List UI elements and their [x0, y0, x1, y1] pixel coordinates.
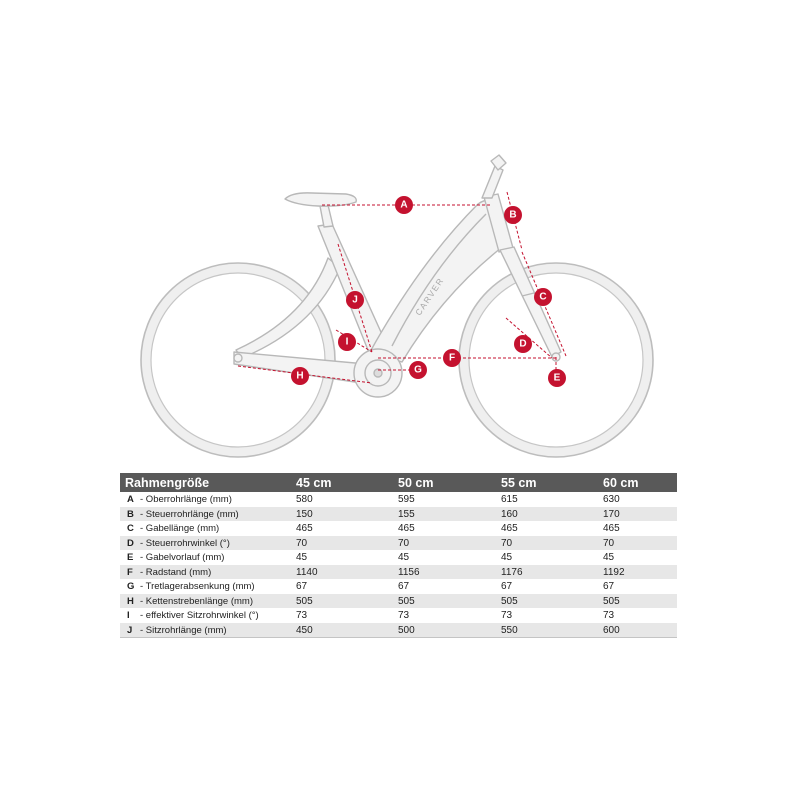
marker-j [346, 291, 364, 309]
header-size-55: 55 cm [501, 476, 537, 490]
marker-g [409, 361, 427, 379]
row-letter: G [127, 581, 135, 592]
marker-b [504, 206, 522, 224]
row-letter: I [127, 610, 130, 621]
marker-letter: B [509, 209, 517, 221]
table-row [120, 550, 677, 565]
row-letter: H [127, 595, 134, 607]
table-row [120, 565, 677, 580]
header-size-45: 45 cm [296, 476, 332, 490]
size-value: 45 [501, 552, 513, 563]
size-value: 450 [296, 624, 313, 636]
size-value: 465 [296, 523, 313, 534]
marker-letter: I [345, 336, 349, 348]
size-value: 45 [296, 552, 308, 563]
header-frame-size: Rahmengröße [125, 476, 210, 490]
row-label: - Radstand (mm) [140, 566, 212, 578]
marker-h [291, 367, 309, 385]
size-value: 170 [603, 508, 620, 520]
marker-letter: C [539, 291, 547, 303]
size-value: 160 [501, 508, 518, 520]
table-row [120, 623, 677, 638]
row-letter: B [127, 508, 134, 520]
saddle [285, 193, 356, 206]
size-value: 155 [398, 508, 415, 520]
size-value: 1176 [501, 566, 523, 578]
marker-letter: F [448, 352, 456, 364]
marker-letter: G [414, 364, 422, 376]
size-value: 600 [603, 624, 620, 636]
size-value: 67 [296, 581, 308, 592]
row-letter: J [127, 624, 133, 636]
seatpost [320, 205, 333, 227]
marker-f [443, 349, 461, 367]
row-label: - Sitzrohrlänge (mm) [140, 624, 227, 636]
row-label: - Steuerrohrwinkel (°) [140, 537, 230, 549]
size-value: 70 [296, 537, 308, 549]
table-row [120, 536, 677, 551]
handlebar [491, 155, 506, 170]
size-value: 67 [398, 581, 410, 592]
size-value: 70 [398, 537, 410, 549]
size-value: 465 [398, 523, 415, 534]
size-value: 580 [296, 494, 313, 505]
size-value: 465 [501, 523, 518, 534]
table-body [120, 492, 677, 637]
marker-c [534, 288, 552, 306]
size-value: 1140 [296, 566, 318, 578]
brand-logo: CARVER [413, 275, 446, 318]
row-letter: E [127, 552, 134, 563]
row-label: - Steuerrohrlänge (mm) [140, 508, 239, 520]
row-label: - Kettenstrebenlänge (mm) [140, 595, 253, 607]
table-row [120, 492, 677, 507]
size-value: 550 [501, 624, 518, 636]
marker-letter: A [400, 199, 408, 211]
size-value: 615 [501, 494, 518, 505]
size-value: 73 [398, 610, 410, 621]
marker-letter: H [296, 370, 304, 382]
marker-letter: E [553, 372, 561, 384]
size-value: 1156 [398, 566, 420, 578]
size-value: 505 [501, 595, 518, 607]
size-value: 505 [296, 595, 313, 607]
row-label: - Gabellänge (mm) [140, 523, 220, 534]
size-value: 505 [603, 595, 620, 607]
rear-axle [234, 354, 242, 362]
row-label: - effektiver Sitzrohrwinkel (°) [140, 610, 259, 621]
size-value: 73 [296, 610, 308, 621]
marker-i [338, 333, 356, 351]
size-value: 150 [296, 508, 313, 520]
row-label: - Oberrohrlänge (mm) [140, 494, 232, 505]
geometry-table [120, 473, 677, 638]
size-value: 505 [398, 595, 415, 607]
row-letter: A [127, 494, 134, 505]
size-value: 73 [501, 610, 513, 621]
marker-letter: J [352, 294, 358, 306]
size-value: 67 [603, 581, 615, 592]
size-value: 1192 [603, 566, 625, 578]
header-size-60: 60 cm [603, 476, 639, 490]
row-label: - Gabelvorlauf (mm) [140, 552, 225, 563]
marker-letter: D [519, 338, 527, 350]
size-value: 500 [398, 624, 415, 636]
size-value: 465 [603, 523, 620, 534]
marker-e [548, 369, 566, 387]
size-value: 595 [398, 494, 415, 505]
size-value: 45 [398, 552, 410, 563]
table-row [120, 594, 677, 609]
row-letter: D [127, 537, 134, 549]
size-value: 70 [603, 537, 615, 549]
marker-d [514, 335, 532, 353]
size-value: 67 [501, 581, 513, 592]
table-row [120, 521, 677, 536]
table-header [120, 473, 677, 492]
header-size-50: 50 cm [398, 476, 434, 490]
table-row [120, 608, 677, 623]
size-value: 630 [603, 494, 620, 505]
table-row [120, 507, 677, 522]
row-letter: C [127, 523, 134, 534]
row-label: - Tretlagerabsenkung (mm) [140, 581, 255, 592]
size-value: 73 [603, 610, 615, 621]
size-value: 70 [501, 537, 513, 549]
size-value: 45 [603, 552, 615, 563]
stem [482, 166, 503, 198]
table-row [120, 579, 677, 594]
row-letter: F [127, 566, 133, 578]
marker-a [395, 196, 413, 214]
